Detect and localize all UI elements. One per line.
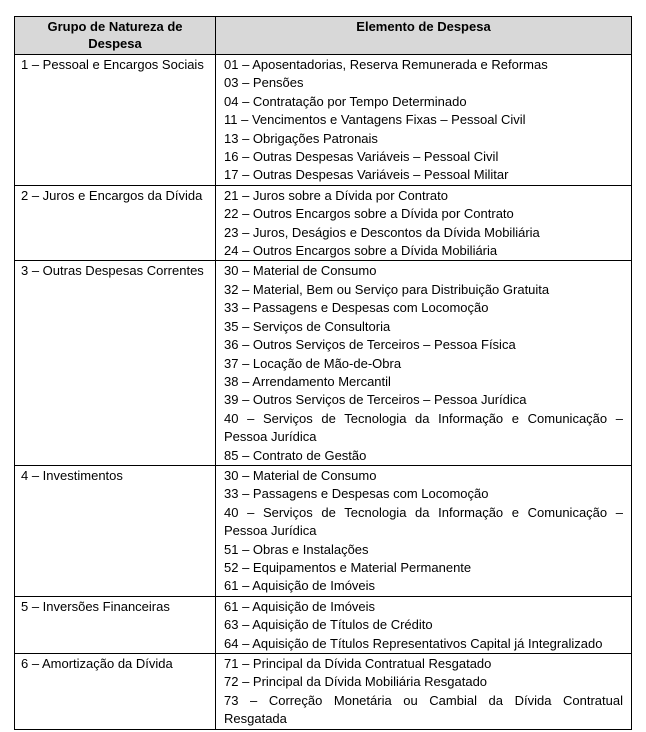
- table-body: [15, 55, 632, 730]
- expense-element-item: 30 – Material de Consumo: [224, 467, 377, 483]
- elements-cell: [216, 596, 632, 653]
- expense-element-item: 21 – Juros sobre a Dívida por Contrato: [224, 187, 449, 203]
- expense-element-item: 51 – Obras e Instalações: [224, 541, 369, 557]
- expense-element-item: 63 – Aquisição de Títulos de Crédito: [224, 617, 433, 633]
- expense-element-item: 17 – Outras Despesas Variáveis – Pessoal Militar: [224, 167, 509, 183]
- expense-element-item: 61 – Aquisição de Imóveis: [224, 598, 376, 614]
- header-group: Grupo de Natureza de Despesa: [15, 17, 216, 55]
- elements-cell: [216, 654, 632, 730]
- expense-element-item: 36 – Outros Serviços de Terceiros – Pessoa Física: [224, 337, 516, 353]
- expense-element-item: 01 – Aposentadorias, Reserva Remunerada e Reformas: [224, 57, 548, 72]
- expense-element-item: 33 – Passagens e Despesas com Locomoção: [224, 486, 489, 502]
- expense-element-item: 13 – Obrigações Patronais: [224, 130, 378, 146]
- table-row: [15, 185, 632, 261]
- expense-element-item: 52 – Equipamentos e Material Permanente: [224, 559, 472, 575]
- expense-element-item: 32 – Material, Bem ou Serviço para Distribuição Gratuita: [224, 281, 550, 297]
- expense-element-item: 40 – Serviços de Tecnologia da Informação e Comunicação – Pessoa Jurídica: [224, 410, 623, 445]
- elements-cell: [216, 185, 632, 261]
- elements-cell: [216, 465, 632, 596]
- expense-element-item: 24 – Outros Encargos sobre a Dívida Mobiliária: [224, 243, 498, 259]
- expense-element-item: 30 – Material de Consumo: [224, 263, 377, 279]
- elements-cell: [216, 261, 632, 465]
- expense-element-item: 72 – Principal da Dívida Mobiliária Resgatado: [224, 674, 488, 690]
- table-row: [15, 596, 632, 653]
- expense-element-item: 39 – Outros Serviços de Terceiros – Pessoa Jurídica: [224, 392, 527, 408]
- table-row: [15, 55, 632, 186]
- group-cell: 5 – Inversões Financeiras: [15, 596, 216, 653]
- expense-element-item: 16 – Outras Despesas Variáveis – Pessoal Civil: [224, 149, 499, 165]
- elements-cell: [216, 55, 632, 186]
- table-row: [15, 654, 632, 730]
- expense-element-item: 61 – Aquisição de Imóveis: [224, 578, 376, 594]
- expense-element-item: 03 – Pensões: [224, 75, 304, 91]
- group-cell: 3 – Outras Despesas Correntes: [15, 261, 216, 465]
- expense-element-item: 35 – Serviços de Consultoria: [224, 318, 391, 334]
- group-cell: 1 – Pessoal e Encargos Sociais: [15, 55, 216, 186]
- expense-element-item: 40 – Serviços de Tecnologia da Informação e Comunicação – Pessoa Jurídica: [224, 504, 623, 539]
- group-cell: 2 – Juros e Encargos da Dívida: [15, 185, 216, 261]
- expense-element-item: 22 – Outros Encargos sobre a Dívida por Contrato: [224, 206, 514, 222]
- expense-element-item: 38 – Arrendamento Mercantil: [224, 373, 391, 389]
- table-header-row: [15, 17, 632, 55]
- expense-element-item: 73 – Correção Monetária ou Cambial da Dívida Contratual Resgatada: [224, 692, 623, 727]
- expense-element-item: 85 – Contrato de Gestão: [224, 447, 367, 463]
- expense-element-item: 37 – Locação de Mão-de-Obra: [224, 355, 402, 371]
- expense-element-item: 33 – Passagens e Despesas com Locomoção: [224, 300, 489, 316]
- expense-element-item: 64 – Aquisição de Títulos Representativos Capital já Integralizado: [224, 635, 603, 651]
- expense-element-item: 04 – Contratação por Tempo Determinado: [224, 93, 467, 109]
- expense-element-item: 71 – Principal da Dívida Contratual Resgatado: [224, 656, 492, 671]
- expense-classification-table: [14, 16, 632, 730]
- expense-element-item: 11 – Vencimentos e Vantagens Fixas – Pessoal Civil: [224, 112, 526, 128]
- table-row: [15, 465, 632, 596]
- group-cell: 4 – Investimentos: [15, 465, 216, 596]
- table-row: [15, 261, 632, 465]
- group-cell: 6 – Amortização da Dívida: [15, 654, 216, 730]
- header-element: Elemento de Despesa: [216, 17, 632, 55]
- expense-element-item: 23 – Juros, Deságios e Descontos da Dívida Mobiliária: [224, 224, 540, 240]
